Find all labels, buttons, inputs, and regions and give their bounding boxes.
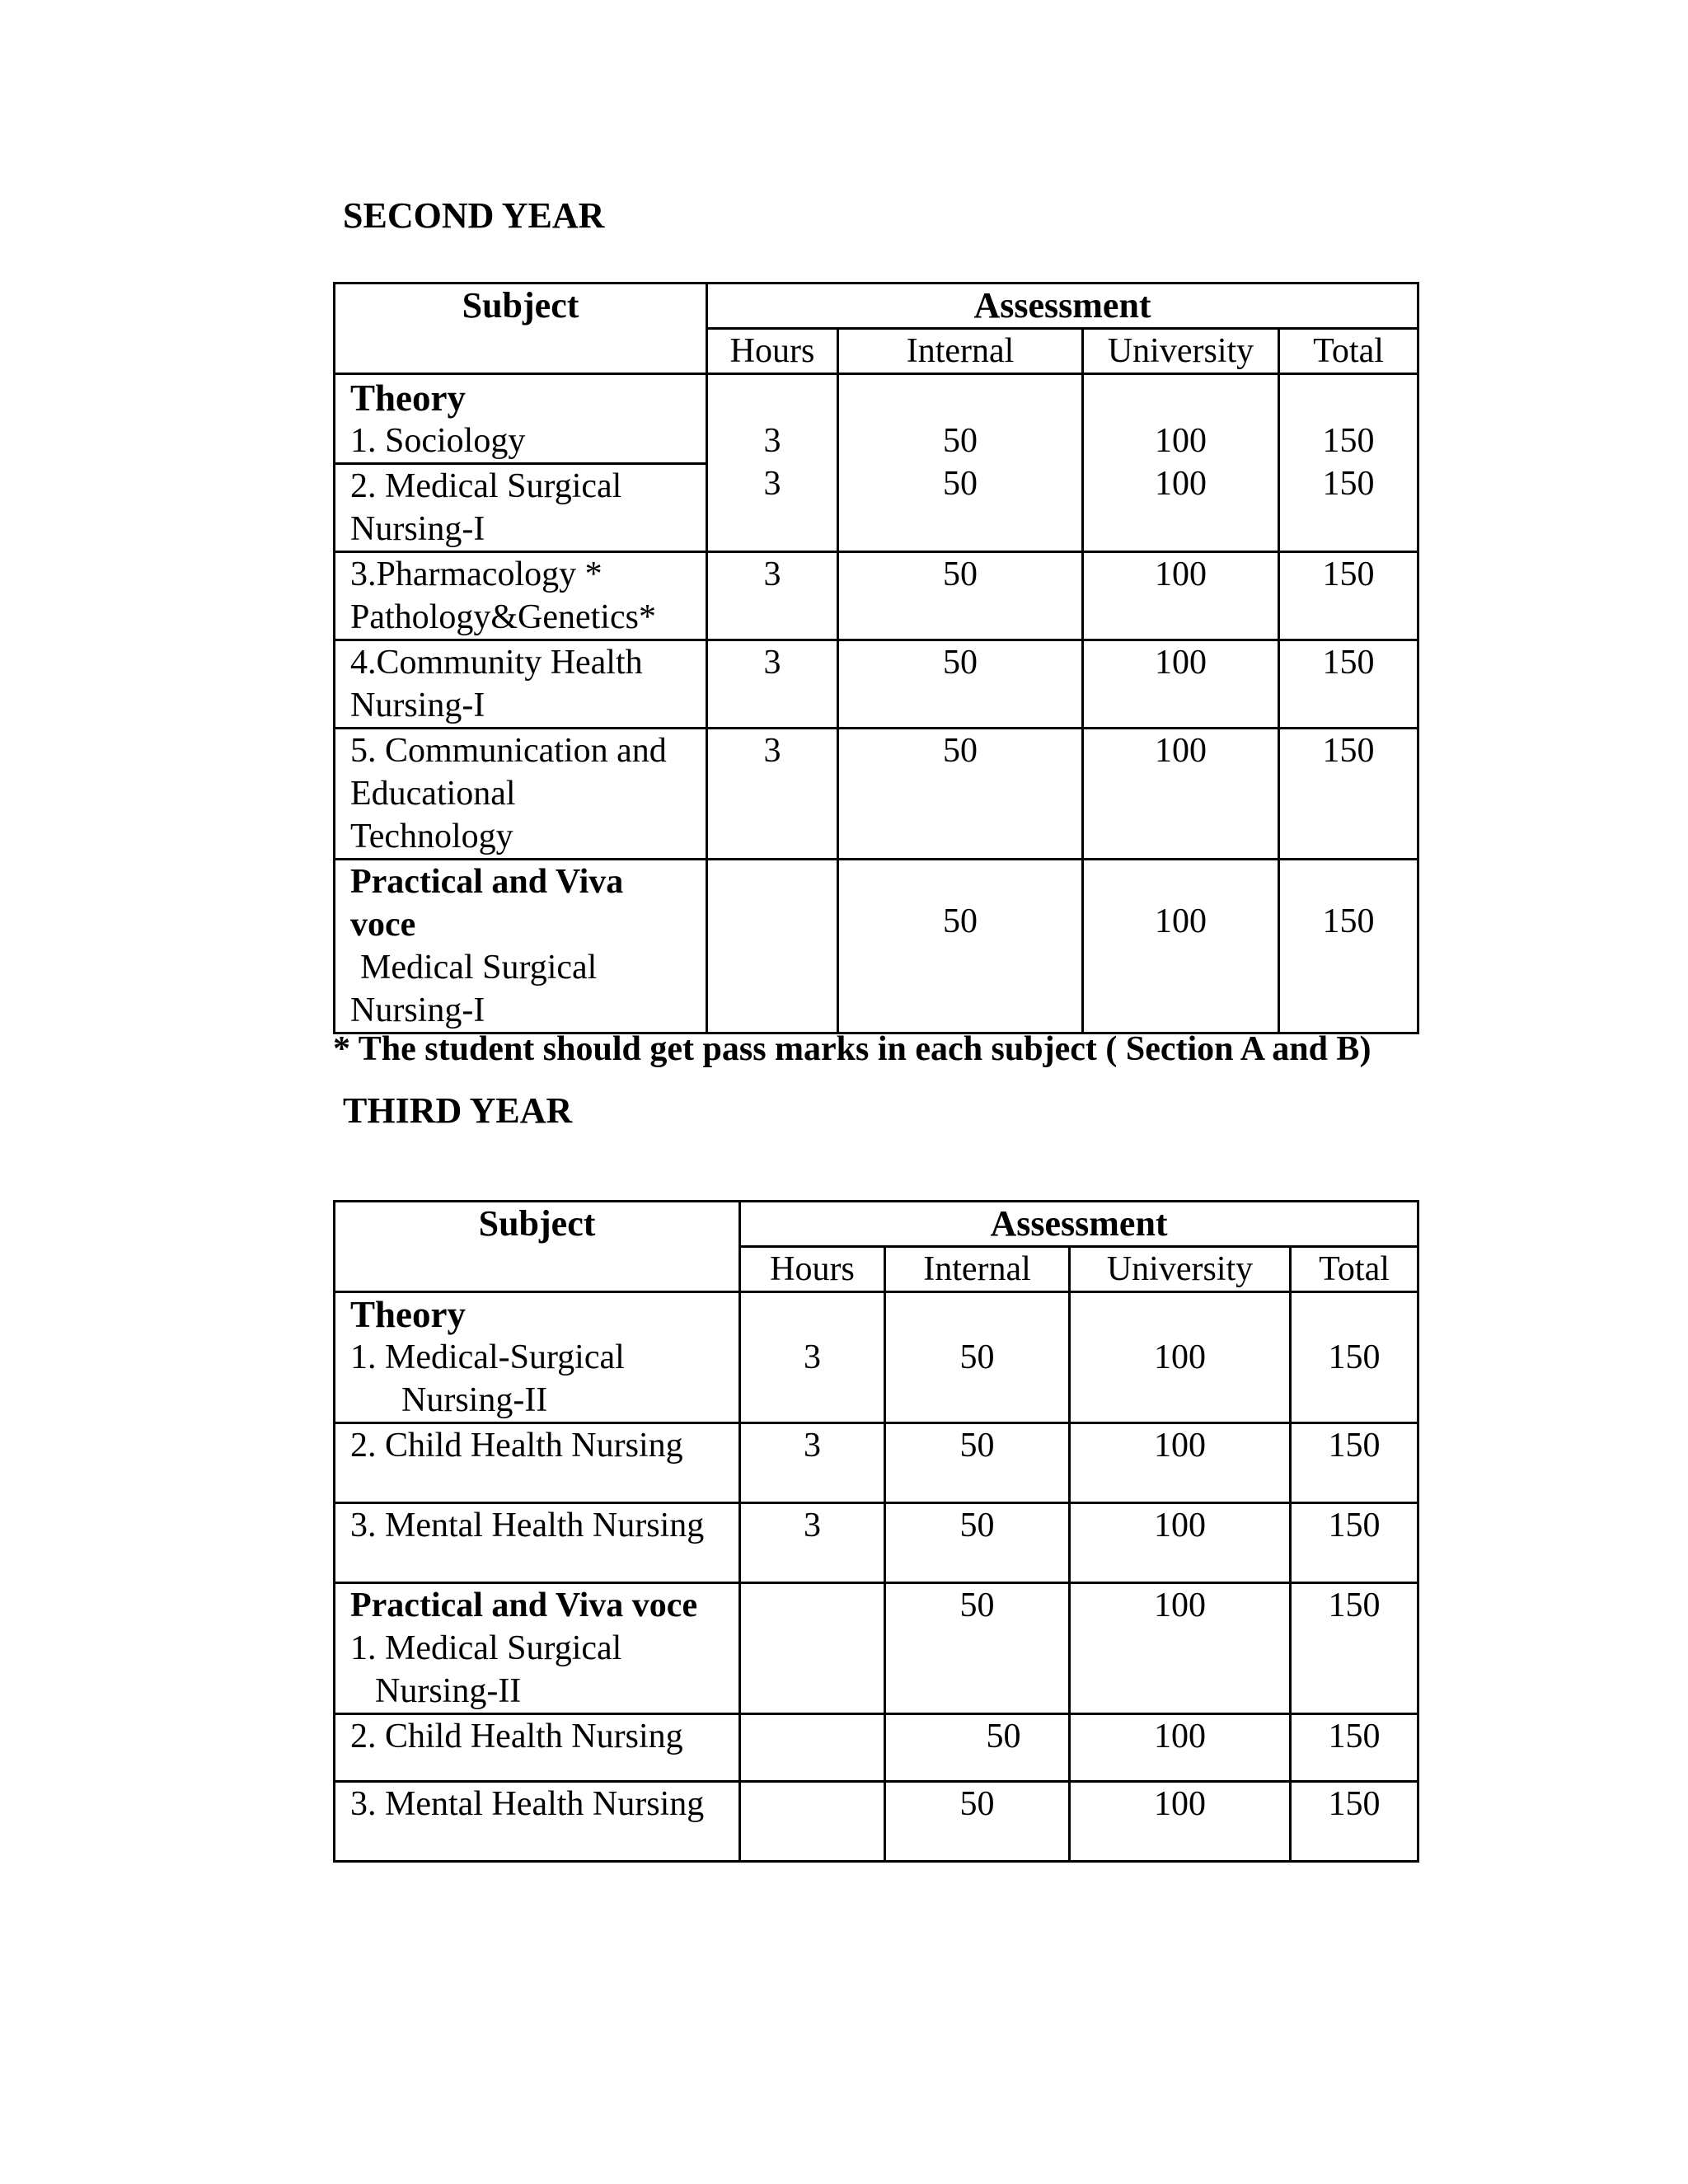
total-header: Total	[1291, 1247, 1418, 1292]
subject-cell	[335, 640, 707, 729]
subject-name: 4.Community Health	[350, 644, 643, 682]
university-value: 100	[1155, 422, 1207, 460]
second-year-table	[333, 282, 1419, 1034]
table-row	[335, 640, 1418, 729]
internal-value: 50	[838, 640, 1083, 729]
hours-header: Hours	[740, 1247, 885, 1292]
university-value: 100	[1155, 465, 1207, 503]
university-value: 100	[1070, 1583, 1291, 1714]
subject-cell	[335, 729, 707, 860]
internal-value: 50	[838, 552, 1083, 640]
university-header: University	[1083, 329, 1279, 374]
hours-value	[740, 1583, 885, 1714]
total-header: Total	[1279, 329, 1418, 374]
table-row	[335, 1503, 1418, 1583]
university-value: 100	[1070, 1714, 1291, 1782]
table-row	[335, 1714, 1418, 1782]
university-value: 100	[1083, 552, 1279, 640]
internal-value: 50	[943, 465, 978, 503]
total-value: 150	[1279, 860, 1418, 1033]
university-value: 100	[1070, 1782, 1291, 1862]
practical-label: voce	[350, 906, 416, 944]
subject-cell	[335, 374, 707, 464]
subject-cell	[335, 1583, 740, 1714]
third-year-table	[333, 1200, 1419, 1863]
subject-cell	[335, 1292, 740, 1423]
hours-value: 3	[707, 552, 838, 640]
university-value: 100	[1083, 729, 1279, 860]
total-value: 150	[1279, 729, 1418, 860]
subject-cell	[335, 552, 707, 640]
third-year-heading: THIRD YEAR	[343, 1090, 573, 1131]
total-value: 150	[1322, 422, 1375, 460]
subject-name: Nursing-I	[350, 991, 485, 1029]
pass-marks-note: * The student should get pass marks in each subject ( Section A and B)	[333, 1030, 1372, 1068]
subject-header: Subject	[335, 284, 707, 374]
subject-name: 1. Sociology	[350, 422, 526, 460]
hours-value: 3	[763, 465, 781, 503]
subject-name: 1. Medical-Surgical	[350, 1338, 625, 1376]
total-value: 150	[1322, 465, 1375, 503]
subject-name: 3. Mental Health Nursing	[335, 1503, 740, 1583]
subject-name: 2. Child Health Nursing	[335, 1423, 740, 1503]
assessment-header: Assessment	[707, 284, 1418, 329]
subject-cell	[335, 860, 707, 1033]
university-value: 100	[1070, 1292, 1291, 1423]
theory-label: Theory	[350, 1294, 466, 1335]
total-value: 150	[1279, 552, 1418, 640]
subject-name: Nursing-I	[350, 510, 485, 548]
university-value: 100	[1070, 1503, 1291, 1583]
total-value: 150	[1291, 1423, 1418, 1503]
subject-name: Technology	[350, 818, 513, 855]
total-value: 150	[1291, 1714, 1418, 1782]
internal-header: Internal	[885, 1247, 1070, 1292]
university-header: University	[1070, 1247, 1291, 1292]
hours-cell	[707, 374, 838, 552]
subject-name: 2. Child Health Nursing	[335, 1714, 740, 1782]
table-row	[335, 1782, 1418, 1862]
university-value: 100	[1083, 860, 1279, 1033]
subject-cell	[335, 464, 707, 552]
table-row	[335, 374, 1418, 464]
table-row	[335, 860, 1418, 1033]
subject-name: 3.Pharmacology *	[350, 555, 603, 593]
hours-value	[740, 1714, 885, 1782]
hours-value: 3	[707, 729, 838, 860]
total-cell	[1279, 374, 1418, 552]
hours-value: 3	[740, 1503, 885, 1583]
internal-value: 50	[885, 1423, 1070, 1503]
subject-name: Pathology&Genetics*	[350, 598, 656, 636]
subject-name: 5. Communication and	[350, 732, 667, 770]
table-row	[335, 1583, 1418, 1714]
table-row	[335, 1292, 1418, 1423]
internal-value: 50	[943, 422, 978, 460]
internal-header: Internal	[838, 329, 1083, 374]
university-value: 100	[1083, 640, 1279, 729]
hours-value	[740, 1782, 885, 1862]
subject-name: Nursing-II	[401, 1381, 548, 1419]
internal-value: 50	[885, 1782, 1070, 1862]
university-cell	[1083, 374, 1279, 552]
total-value: 150	[1291, 1503, 1418, 1583]
university-value: 100	[1070, 1423, 1291, 1503]
theory-label: Theory	[350, 377, 466, 419]
total-value: 150	[1291, 1292, 1418, 1423]
subject-name: Nursing-II	[375, 1672, 522, 1710]
second-year-heading: SECOND YEAR	[343, 195, 605, 236]
subject-name: Educational	[350, 775, 516, 813]
table-row	[335, 1423, 1418, 1503]
internal-cell	[838, 374, 1083, 552]
table-row	[335, 729, 1418, 860]
subject-header: Subject	[335, 1202, 740, 1292]
internal-value: 50	[838, 729, 1083, 860]
subject-name: Medical Surgical	[360, 949, 598, 987]
subject-name: Nursing-I	[350, 687, 485, 724]
hours-header: Hours	[707, 329, 838, 374]
internal-value: 50	[885, 1714, 1070, 1782]
hours-value	[707, 860, 838, 1033]
practical-label: Practical and Viva	[350, 863, 624, 901]
hours-value: 3	[740, 1423, 885, 1503]
practical-label: Practical and Viva voce	[350, 1586, 698, 1624]
subject-name: 1. Medical Surgical	[350, 1629, 622, 1667]
total-value: 150	[1291, 1782, 1418, 1862]
hours-value: 3	[707, 640, 838, 729]
table-row	[335, 552, 1418, 640]
total-value: 150	[1291, 1583, 1418, 1714]
subject-name: 2. Medical Surgical	[350, 467, 622, 505]
hours-value: 3	[740, 1292, 885, 1423]
hours-value: 3	[763, 422, 781, 460]
internal-value: 50	[885, 1503, 1070, 1583]
internal-value: 50	[838, 860, 1083, 1033]
total-value: 150	[1279, 640, 1418, 729]
assessment-header: Assessment	[740, 1202, 1418, 1247]
internal-value: 50	[885, 1292, 1070, 1423]
internal-value: 50	[885, 1583, 1070, 1714]
subject-name: 3. Mental Health Nursing	[335, 1782, 740, 1862]
